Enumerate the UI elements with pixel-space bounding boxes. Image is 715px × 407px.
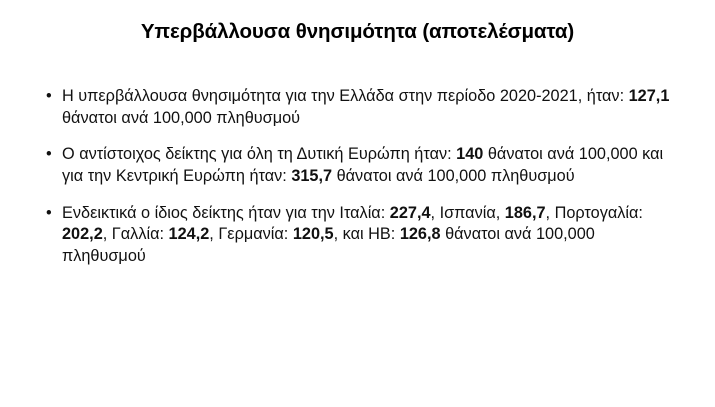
list-item xyxy=(44,203,681,268)
page-title: Υπερβάλλουσα θνησιμότητα (αποτελέσματα) xyxy=(140,20,575,43)
bullet-text-europe: Ο αντίστοιχος δείκτης για όλη τη Δυτική Ευρώπη ήταν: 140 θάνατοι ανά 100,000 και για την Κεντρική Ευρώπη ήταν: 315,7 θάνατοι ανά 100,000 πληθυσμού xyxy=(62,145,664,186)
bullet-list xyxy=(44,86,681,268)
bullet-text-countries: Ενδεικτικά ο ίδιος δείκτης ήταν για την Ιταλία: 227,4, Ισπανία, 186,7, Πορτογαλία: 202,2, Γαλλία: 124,2, Γερμανία: 120,5, και ΗΒ: 126,8 θάνατοι ανά 100,000 πληθυσμού xyxy=(62,203,643,266)
bullet-marker-icon: • xyxy=(46,203,52,222)
list-item xyxy=(44,86,681,129)
bullet-text-greece: Η υπερβάλλουσα θνησιμότητα για την Ελλάδα στην περίοδο 2020-2021, ήταν: 127,1 θάνατοι ανά 100,000 πληθυσμού xyxy=(62,87,670,127)
bullet-marker-icon: • xyxy=(46,145,52,164)
list-item xyxy=(44,144,681,187)
bullet-marker-icon: • xyxy=(46,87,52,105)
